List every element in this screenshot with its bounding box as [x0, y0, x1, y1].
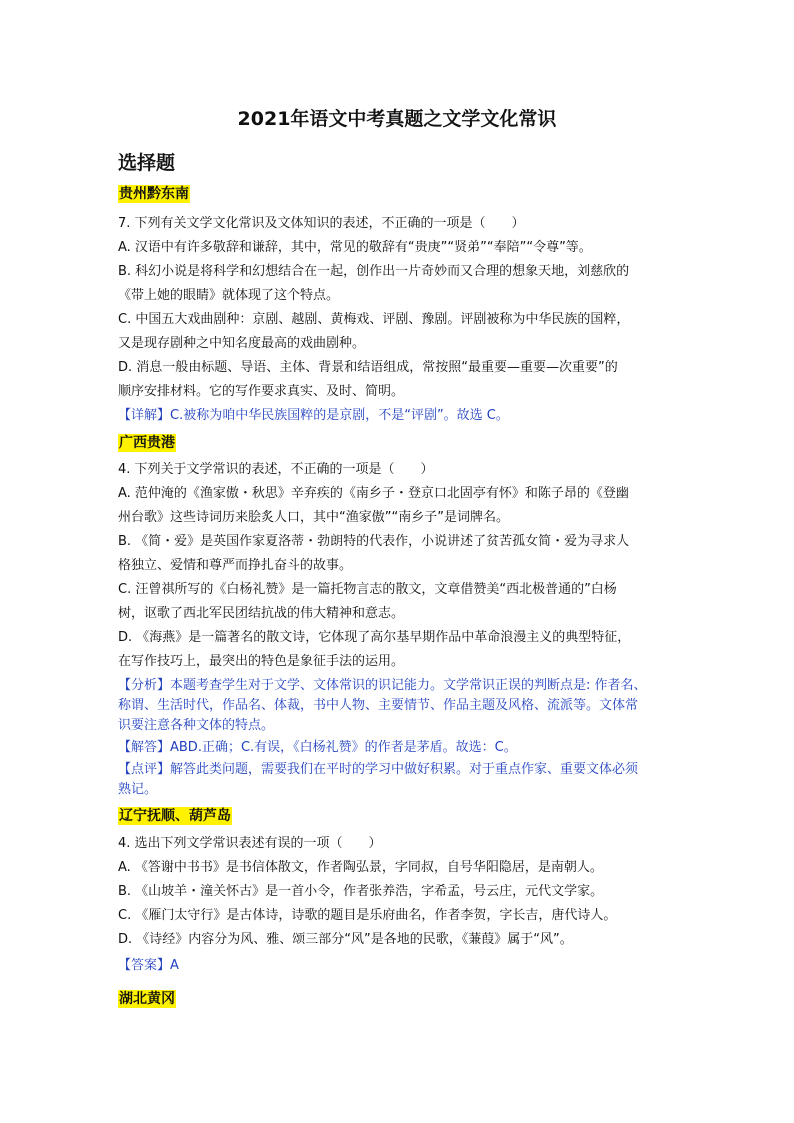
option-line: C. 汪曾祺所写的《白杨礼赞》是一篇托物言志的散文，文章借赞美“西北极普通的”白杨 [118, 582, 617, 597]
option-line: A. 《答谢中书书》是书信体散文，作者陶弘景，字同叔，自号华阳隐居，是南朝人。 [118, 860, 603, 875]
option-line: B. 《山坡羊・潼关怀古》是一首小令，作者张养浩，字希孟，号云庄，元代文学家。 [118, 884, 604, 899]
option-line: 在写作技巧上，最突出的特色是象征手法的运用。 [118, 654, 405, 669]
region-label: 辽宁抚顺、葫芦岛 [119, 808, 231, 824]
option-line: C. 中国五大戏曲剧种：京剧、越剧、黄梅戏、评剧、豫剧。评剧被称为中华民族的国粹， [118, 312, 630, 327]
option-line: D. 《海燕》是一篇著名的散文诗，它体现了高尔基早期作品中革命浪漫主义的典型特征， [118, 630, 631, 645]
analysis-line: 【分析】本题考查学生对于文学、文体常识的识记能力。文学常识正误的判断点是: 作者名、 [118, 678, 647, 693]
option-line: B. 科幻小说是将科学和幻想结合在一起，创作出一片奇妙而又合理的想象天地，刘慈欣的 [118, 264, 630, 279]
option-line: A. 汉语中有许多敬辞和谦辞，其中，常见的敬辞有“贵庚”“贤弟”“奉陪”“令尊”等。 [118, 240, 592, 255]
option-line: 树，讴歌了西北军民团结抗战的伟大精神和意志。 [118, 606, 405, 621]
option-line: 格独立、爱情和尊严而挣扎奋斗的故事。 [118, 558, 353, 573]
option-line: D. 《诗经》内容分为风、雅、颂三部分“风”是各地的民歌，《蒹葭》属于“风”。 [118, 932, 573, 947]
section-heading: 选择题 [118, 152, 176, 174]
analysis-line: 识要注意各种文体的特点。 [118, 718, 275, 733]
option-line: 《带上她的眼睛》就体现了这个特点。 [118, 288, 340, 303]
question-stem: 7. 下列有关文学文化常识及文体知识的表述，不正确的一项是（ ） [118, 216, 525, 231]
comment-line: 【点评】解答此类问题，需要我们在平时的学习中做好积累。对于重点作家、重要文体必须 [118, 762, 639, 777]
question-stem: 4. 下列关于文学常识的表述，不正确的一项是（ ） [118, 462, 434, 477]
option-line: B. 《简・爱》是英国作家夏洛蒂・勃朗特的代表作，小说讲述了贫苦孤女简・爱为寻求人 [118, 534, 630, 549]
region-label: 广西贵港 [119, 435, 175, 451]
option-line: 州台歌》这些诗词历来脍炙人口，其中“渔家傲”“南乡子”是词牌名。 [118, 510, 509, 525]
option-line: 顺序安排材料。它的写作要求真实、及时、简明。 [118, 384, 405, 399]
answer-explanation: 【答案】A [118, 958, 179, 973]
option-line: D. 消息一般由标题、导语、主体、背景和结语组成，常按照“最重要—重要—次重要”的 [118, 360, 618, 375]
analysis-line: 称谓、生活时代，作品名、体裁，书中人物、主要情节、作品主题及风格、流派等。文体常 [118, 698, 639, 713]
answer-explanation: 【解答】ABD.正确；C.有误，《白杨礼赞》的作者是茅盾。故选：C。 [118, 740, 517, 755]
option-line: C. 《雁门太守行》是古体诗，诗歌的题目是乐府曲名，作者李贺，字长吉，唐代诗人。 [118, 908, 617, 923]
region-label: 湖北黄冈 [119, 991, 175, 1007]
answer-explanation: 【详解】C.被称为咱中华民族国粹的是京剧，不是“评剧”。故选 C。 [118, 408, 509, 423]
question-stem: 4. 选出下列文学常识表述有误的一项（ ） [118, 836, 382, 851]
option-line: 又是现存剧种之中知名度最高的戏曲剧种。 [118, 336, 366, 351]
region-label: 贵州黔东南 [119, 186, 189, 202]
option-line: A. 范仲淹的《渔家傲・秋思》辛弃疾的《南乡子・登京口北固亭有怀》和陈子昂的《登幽 [118, 486, 629, 501]
comment-line: 熟记。 [118, 782, 158, 797]
page-title: 2021年语文中考真题之文学文化常识 [237, 108, 557, 130]
